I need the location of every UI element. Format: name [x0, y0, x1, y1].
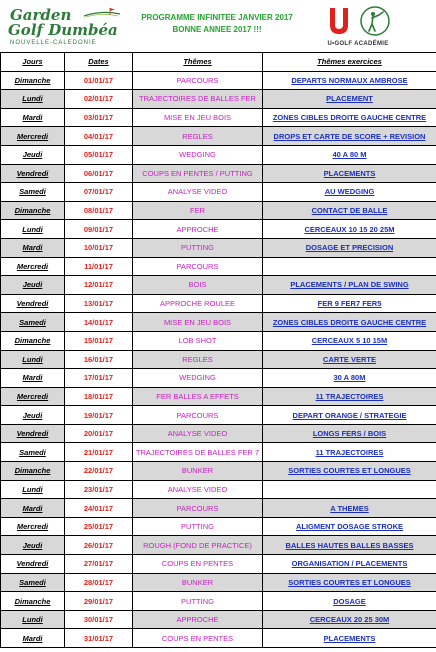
table-row [1, 257, 436, 276]
theme-cell: TRAJECTOIRES DE BALLES FER [133, 90, 263, 109]
theme-cell: TRAJECTOIRES DE BALLES FER 7 [133, 443, 263, 462]
theme-cell: PUTTING [133, 517, 263, 536]
theme-cell: BOIS [133, 276, 263, 295]
day-cell: Samedi [1, 183, 65, 202]
exercise-cell: CERCEAUX 5 10 15M [263, 331, 436, 350]
table-row [1, 238, 436, 257]
exercise-cell: ORGANISATION / PLACEMENTS [263, 555, 436, 574]
table-row [1, 517, 436, 536]
exercise-cell: CONTACT DE BALLE [263, 201, 436, 220]
exercise-cell: 30 A 80M [263, 369, 436, 388]
table-row [1, 443, 436, 462]
date-cell: 11/01/17 [65, 257, 133, 276]
u-letter-icon [328, 6, 350, 36]
logo-text-garden: Garden [10, 6, 72, 24]
day-cell: Mercredi [1, 127, 65, 146]
exercise-cell: DEPARTS NORMAUX AMBROSE [263, 71, 436, 90]
table-row [1, 220, 436, 239]
date-cell: 16/01/17 [65, 350, 133, 369]
date-cell: 29/01/17 [65, 592, 133, 611]
header-date: Dates [65, 53, 133, 72]
date-cell: 28/01/17 [65, 573, 133, 592]
page-header [0, 0, 436, 52]
table-row [1, 499, 436, 518]
exercise-cell: DOSAGE [263, 592, 436, 611]
theme-cell: COUPS EN PENTES / PUTTING [133, 164, 263, 183]
date-cell: 15/01/17 [65, 331, 133, 350]
date-cell: 27/01/17 [65, 555, 133, 574]
table-row [1, 71, 436, 90]
table-row [1, 462, 436, 481]
table-row [1, 555, 436, 574]
theme-cell: FER [133, 201, 263, 220]
day-cell: Dimanche [1, 331, 65, 350]
academie-caption: U•GOLF ACADÉMIE [327, 41, 389, 47]
day-cell: Samedi [1, 443, 65, 462]
day-cell: Vendredi [1, 164, 65, 183]
theme-cell: PARCOURS [133, 71, 263, 90]
day-cell: Samedi [1, 573, 65, 592]
date-cell: 18/01/17 [65, 387, 133, 406]
day-cell: Samedi [1, 313, 65, 332]
exercise-cell: BALLES HAUTES BALLES BASSES [263, 536, 436, 555]
header-exercise: Thêmes exercices [263, 53, 436, 72]
day-cell: Jeudi [1, 145, 65, 164]
exercise-cell: CARTE VERTE [263, 350, 436, 369]
table-row [1, 480, 436, 499]
table-row [1, 536, 436, 555]
day-cell: Jeudi [1, 276, 65, 295]
date-cell: 02/01/17 [65, 90, 133, 109]
date-cell: 19/01/17 [65, 406, 133, 425]
exercise-cell: PLACEMENTS [263, 164, 436, 183]
logo-text-golf-dumbea: Golf Dumbéa [8, 21, 118, 39]
day-cell: Vendredi [1, 294, 65, 313]
theme-cell: ANALYSE VIDEO [133, 480, 263, 499]
theme-cell: APPROCHE [133, 610, 263, 629]
exercise-cell: LONGS FERS / BOIS [263, 424, 436, 443]
date-cell: 20/01/17 [65, 424, 133, 443]
day-cell: Lundi [1, 220, 65, 239]
table-row [1, 406, 436, 425]
table-row [1, 369, 436, 388]
date-cell: 13/01/17 [65, 294, 133, 313]
date-cell: 09/01/17 [65, 220, 133, 239]
date-cell: 25/01/17 [65, 517, 133, 536]
day-cell: Mardi [1, 499, 65, 518]
exercise-cell: DOSAGE ET PRECISION [263, 238, 436, 257]
logo-text-region: NOUVELLE-CALEDONIE [10, 40, 97, 46]
day-cell: Mardi [1, 369, 65, 388]
day-cell: Dimanche [1, 592, 65, 611]
day-cell: Lundi [1, 480, 65, 499]
theme-cell: APPROCHE ROULEE [133, 294, 263, 313]
day-cell: Vendredi [1, 555, 65, 574]
day-cell: Mardi [1, 108, 65, 127]
day-cell: Jeudi [1, 536, 65, 555]
day-cell: Dimanche [1, 462, 65, 481]
header-theme: Thêmes [133, 53, 263, 72]
exercise-cell: SORTIES COURTES ET LONGUES [263, 573, 436, 592]
theme-cell: COUPS EN PENTES [133, 555, 263, 574]
golf-flag-icon [84, 8, 120, 18]
date-cell: 23/01/17 [65, 480, 133, 499]
theme-cell: ROUGH (FOND DE PRACTICE) [133, 536, 263, 555]
date-cell: 08/01/17 [65, 201, 133, 220]
date-cell: 14/01/17 [65, 313, 133, 332]
exercise-cell: FER 9 FER7 FER5 [263, 294, 436, 313]
date-cell: 31/01/17 [65, 629, 133, 648]
theme-cell: APPROCHE [133, 220, 263, 239]
exercise-cell: PLACEMENTS / PLAN DE SWING [263, 276, 436, 295]
table-row [1, 424, 436, 443]
exercise-cell: PLACEMENTS [263, 629, 436, 648]
table-row [1, 294, 436, 313]
exercise-cell: 40 A 80 M [263, 145, 436, 164]
table-row [1, 276, 436, 295]
table-row [1, 201, 436, 220]
theme-cell: ANALYSE VIDEO [133, 424, 263, 443]
theme-cell: MISE EN JEU BOIS [133, 108, 263, 127]
program-title-line2: BONNE ANNEE 2017 !!! [172, 25, 262, 34]
program-title [122, 12, 312, 36]
exercise-cell [263, 480, 436, 499]
date-cell: 06/01/17 [65, 164, 133, 183]
schedule-body [1, 71, 436, 647]
table-row [1, 183, 436, 202]
golfer-icon [360, 6, 390, 36]
theme-cell: WEDGING [133, 369, 263, 388]
program-title-line1: PROGRAMME INFINITEE JANVIER 2017 [141, 13, 293, 22]
exercise-cell: PLACEMENT [263, 90, 436, 109]
theme-cell: PUTTING [133, 238, 263, 257]
day-cell: Dimanche [1, 71, 65, 90]
table-row [1, 313, 436, 332]
table-row [1, 164, 436, 183]
table-row [1, 387, 436, 406]
date-cell: 10/01/17 [65, 238, 133, 257]
schedule-table [0, 52, 436, 648]
theme-cell: BUNKER [133, 573, 263, 592]
date-cell: 03/01/17 [65, 108, 133, 127]
day-cell: Mardi [1, 238, 65, 257]
table-row [1, 350, 436, 369]
exercise-cell: 11 TRAJECTOIRES [263, 387, 436, 406]
theme-cell: PARCOURS [133, 499, 263, 518]
day-cell: Mardi [1, 629, 65, 648]
table-row [1, 145, 436, 164]
table-header-row [1, 53, 436, 72]
garden-golf-dumbea-logo [4, 6, 122, 50]
theme-cell: LOB SHOT [133, 331, 263, 350]
table-row [1, 90, 436, 109]
day-cell: Vendredi [1, 424, 65, 443]
exercise-cell: ZONES CIBLES DROITE GAUCHE CENTRE [263, 108, 436, 127]
date-cell: 05/01/17 [65, 145, 133, 164]
theme-cell: COUPS EN PENTES [133, 629, 263, 648]
table-row [1, 573, 436, 592]
date-cell: 04/01/17 [65, 127, 133, 146]
theme-cell: PARCOURS [133, 257, 263, 276]
exercise-cell: ALIGMENT DOSAGE STROKE [263, 517, 436, 536]
exercise-cell: AU WEDGING [263, 183, 436, 202]
exercise-cell [263, 257, 436, 276]
day-cell: Lundi [1, 350, 65, 369]
theme-cell: MISE EN JEU BOIS [133, 313, 263, 332]
theme-cell: WEDGING [133, 145, 263, 164]
day-cell: Lundi [1, 610, 65, 629]
day-cell: Lundi [1, 90, 65, 109]
u-golf-academie-logo [322, 5, 434, 51]
date-cell: 17/01/17 [65, 369, 133, 388]
date-cell: 01/01/17 [65, 71, 133, 90]
table-row [1, 629, 436, 648]
theme-cell: ANALYSE VIDEO [133, 183, 263, 202]
table-row [1, 331, 436, 350]
exercise-cell: CERCEAUX 20 25 30M [263, 610, 436, 629]
theme-cell: BUNKER [133, 462, 263, 481]
exercise-cell: DROPS ET CARTE DE SCORE + REVISION [263, 127, 436, 146]
date-cell: 12/01/17 [65, 276, 133, 295]
theme-cell: PUTTING [133, 592, 263, 611]
day-cell: Mercredi [1, 257, 65, 276]
theme-cell: REGLES [133, 127, 263, 146]
exercise-cell: CERCEAUX 10 15 20 25M [263, 220, 436, 239]
day-cell: Dimanche [1, 201, 65, 220]
exercise-cell: DEPART ORANGE / STRATEGIE [263, 406, 436, 425]
date-cell: 30/01/17 [65, 610, 133, 629]
table-row [1, 592, 436, 611]
date-cell: 22/01/17 [65, 462, 133, 481]
exercise-cell: SORTIES COURTES ET LONGUES [263, 462, 436, 481]
day-cell: Mercredi [1, 387, 65, 406]
header-day: Jours [1, 53, 65, 72]
exercise-cell: A THEMES [263, 499, 436, 518]
theme-cell: PARCOURS [133, 406, 263, 425]
day-cell: Mercredi [1, 517, 65, 536]
theme-cell: FER BALLES A EFFETS [133, 387, 263, 406]
table-row [1, 127, 436, 146]
day-cell: Jeudi [1, 406, 65, 425]
date-cell: 21/01/17 [65, 443, 133, 462]
table-row [1, 108, 436, 127]
date-cell: 26/01/17 [65, 536, 133, 555]
exercise-cell: ZONES CIBLES DROITE GAUCHE CENTRE [263, 313, 436, 332]
date-cell: 07/01/17 [65, 183, 133, 202]
date-cell: 24/01/17 [65, 499, 133, 518]
theme-cell: REGLES [133, 350, 263, 369]
table-row [1, 610, 436, 629]
exercise-cell: 11 TRAJECTOIRES [263, 443, 436, 462]
